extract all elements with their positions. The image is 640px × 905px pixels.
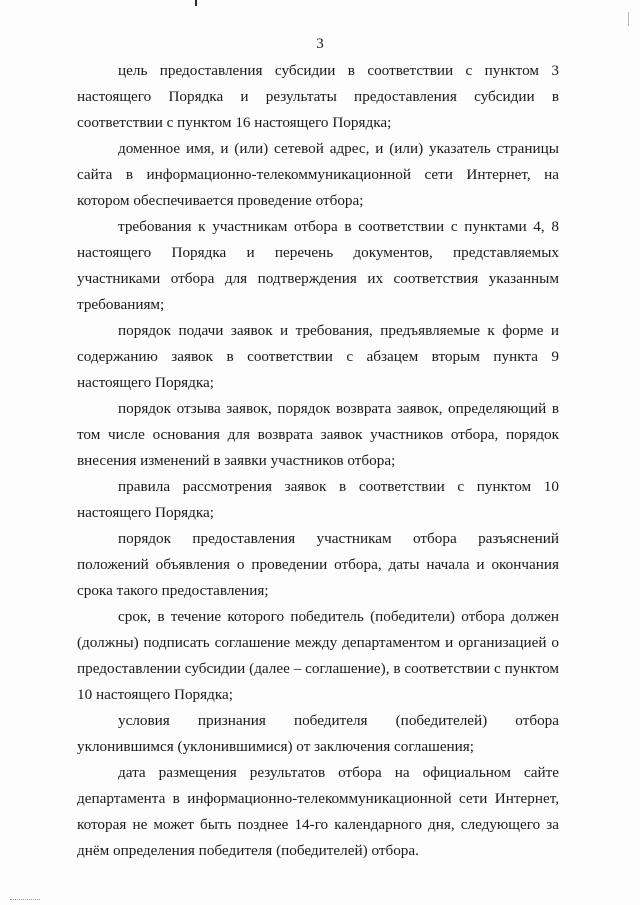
paragraph-results-date: дата размещения результатов отбора на официальном сайте департамента в информационно-телекоммуникационной сети Интернет, которая не может быть позднее 14-го календарного дня, следующего за днём определения победителя (победителей) отбора. bbox=[77, 764, 559, 859]
scan-artifact-mark bbox=[195, 0, 197, 6]
paragraph-goal: цель предоставления субсидии в соответствии с пунктом 3 настоящего Порядка и результаты предоставления субсидии в соответствии с пунктом 16 настоящего Порядка; bbox=[77, 62, 559, 131]
paragraph-evasion: условия признания победителя (победителей) отбора уклонившимся (уклонившимися) от заключения соглашения; bbox=[77, 712, 559, 755]
paragraph-domain: доменное имя, и (или) сетевой адрес, и (или) указатель страницы сайта в информационно-телекоммуникационной сети Интернет, на котором обеспечивается проведение отбора; bbox=[77, 140, 559, 209]
paragraph-signing-term: срок, в течение которого победитель (победители) отбора должен (должны) подписать соглашение между департаментом и организацией о предоставлении субсидии (далее – соглашение), в соответствии с пунктом 10 настоящего Порядка; bbox=[77, 608, 559, 703]
paragraph-clarifications: порядок предоставления участникам отбора разъяснений положений объявления о проведении отбора, даты начала и окончания срока такого предоставления; bbox=[77, 530, 559, 599]
scan-artifact-edge bbox=[628, 12, 629, 26]
document-body bbox=[77, 58, 559, 864]
paragraph-application-order: порядок подачи заявок и требования, предъявляемые к форме и содержанию заявок в соответствии с абзацем вторым пункта 9 настоящего Порядка; bbox=[77, 322, 559, 391]
scan-artifact-bottom bbox=[10, 899, 40, 901]
paragraph-requirements: требования к участникам отбора в соответствии с пунктами 4, 8 настоящего Порядка и перечень документов, представляемых участниками отбора для подтверждения их соответствия указанным требованиям; bbox=[77, 218, 559, 313]
paragraph-review-rules: правила рассмотрения заявок в соответствии с пунктом 10 настоящего Порядка; bbox=[77, 478, 559, 521]
paragraph-withdrawal: порядок отзыва заявок, порядок возврата заявок, определяющий в том числе основания для возврата заявок участников отбора, порядок внесения изменений в заявки участников отбора; bbox=[77, 400, 559, 469]
page-number: 3 bbox=[316, 36, 324, 52]
